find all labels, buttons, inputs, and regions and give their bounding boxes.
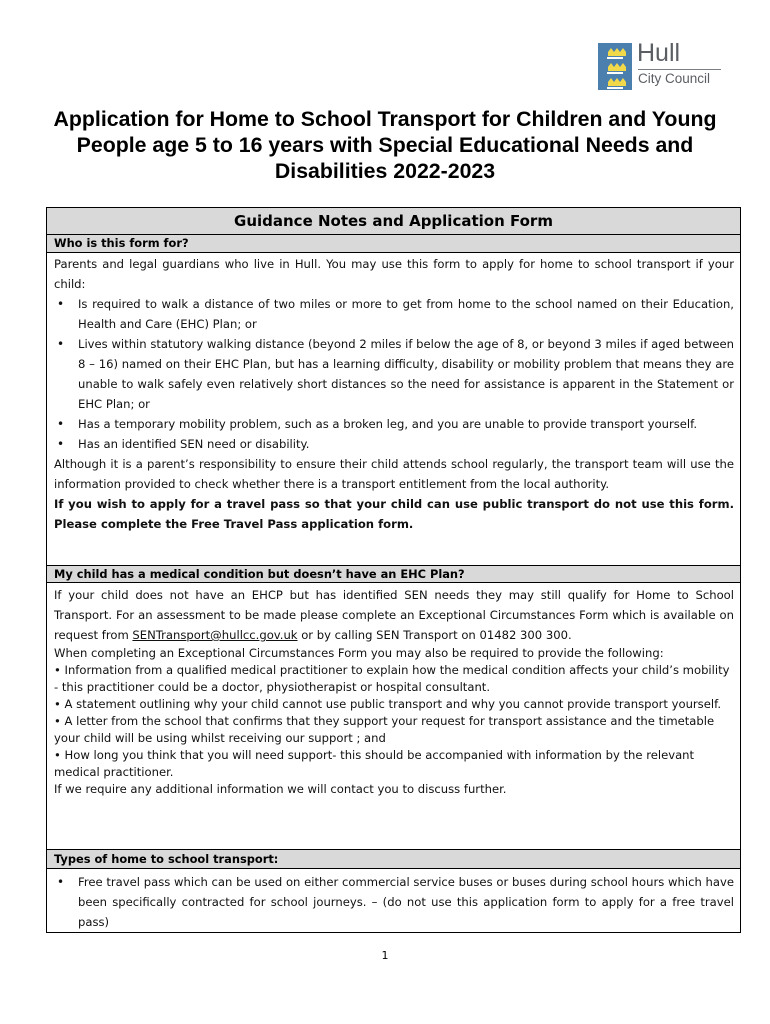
list-item: • How long you think that you will need support- this should be accompanied with information by the relevant medical practitioner.: [54, 748, 695, 779]
crown-crest-icon: [598, 43, 632, 90]
section-body-types: [47, 872, 740, 932]
section-body-who: [47, 254, 740, 534]
list-item: • Lives within statutory walking distance (beyond 2 miles if below the age of 8, or beyond 3 miles if aged between 8 – 16) named on their EHC Plan, but has a learning difficulty, disability or mobility problem that means they are unable to walk safely even relatively short distances so the need for assistance is apparent in the Statement or EHC Plan; or: [54, 334, 734, 414]
closing-text: If we require any additional information we will contact you to discuss further.: [54, 782, 507, 796]
list-item: • Has an identified SEN need or disability.: [54, 434, 734, 454]
list-item: • Information from a qualified medical practitioner to explain how the medical condition affects your child’s mobility - this practitioner could be a doctor, physiotherapist or hospital consultant.: [54, 663, 730, 694]
requirements-lead: When completing an Exceptional Circumstances Form you may also be required to provide the following:: [54, 646, 664, 660]
page-title: Application for Home to School Transport for Children and Young People age 5 to 16 years with Special Educational Needs and Disabilities 2022-2023: [53, 107, 717, 183]
list-item: • Is required to walk a distance of two miles or more to get from home to the school named on their Education, Health and Care (EHC) Plan; or: [54, 294, 734, 334]
intro-text: Parents and legal guardians who live in Hull. You may use this form to apply for home to school transport if your child:: [54, 257, 734, 291]
medical-intro-phone: or by calling SEN Transport on 01482 300 300.: [297, 628, 572, 642]
page-number: 1: [381, 949, 389, 962]
guidance-table: [46, 207, 741, 933]
section-heading-types: Types of home to school transport:: [47, 849, 740, 869]
responsibility-text: Although it is a parent’s responsibility to ensure their child attends school regularly, the transport team will use the information provided to check whether there is a transport entitlement from the local authority.: [54, 457, 734, 491]
list-item: • A statement outlining why your child cannot use public transport and why you cannot provide transport yourself.: [54, 697, 722, 711]
section-heading-who: Who is this form for?: [47, 235, 740, 253]
medical-intro: [54, 585, 734, 645]
email-link[interactable]: SENTransport@hullcc.gov.uk: [132, 628, 298, 642]
guidance-header: Guidance Notes and Application Form: [47, 208, 740, 235]
list-item: • A letter from the school that confirms that they support your request for transport assistance and the timetable your child will be using whilst receiving our support ; and: [54, 714, 715, 745]
medical-intro-text: If your child does not have an EHCP but has identified SEN needs they may still qualify for Home to School Transport. For an assessment to be made please complete an Exceptional Circumstances Form which is available on request from: [54, 588, 734, 642]
list-item: • Free travel pass which can be used on either commercial service buses or buses during school hours which have been specifically contracted for school journeys. – (do not use this application form to apply for a free travel pass): [54, 872, 734, 932]
section-heading-medical: My child has a medical condition but doesn’t have an EHC Plan?: [47, 565, 740, 583]
list-item: • Has a temporary mobility problem, such as a broken leg, and you are unable to provide transport yourself.: [54, 414, 734, 434]
logo-subtitle: City Council: [638, 71, 711, 86]
section-body-medical: [47, 585, 740, 798]
travel-pass-note: If you wish to apply for a travel pass so that your child can use public transport do not use this form. Please complete the Free Travel Pass application form.: [54, 497, 734, 531]
logo-divider: [638, 69, 721, 70]
logo-name: Hull: [637, 39, 681, 67]
hull-city-council-logo: [598, 39, 728, 95]
